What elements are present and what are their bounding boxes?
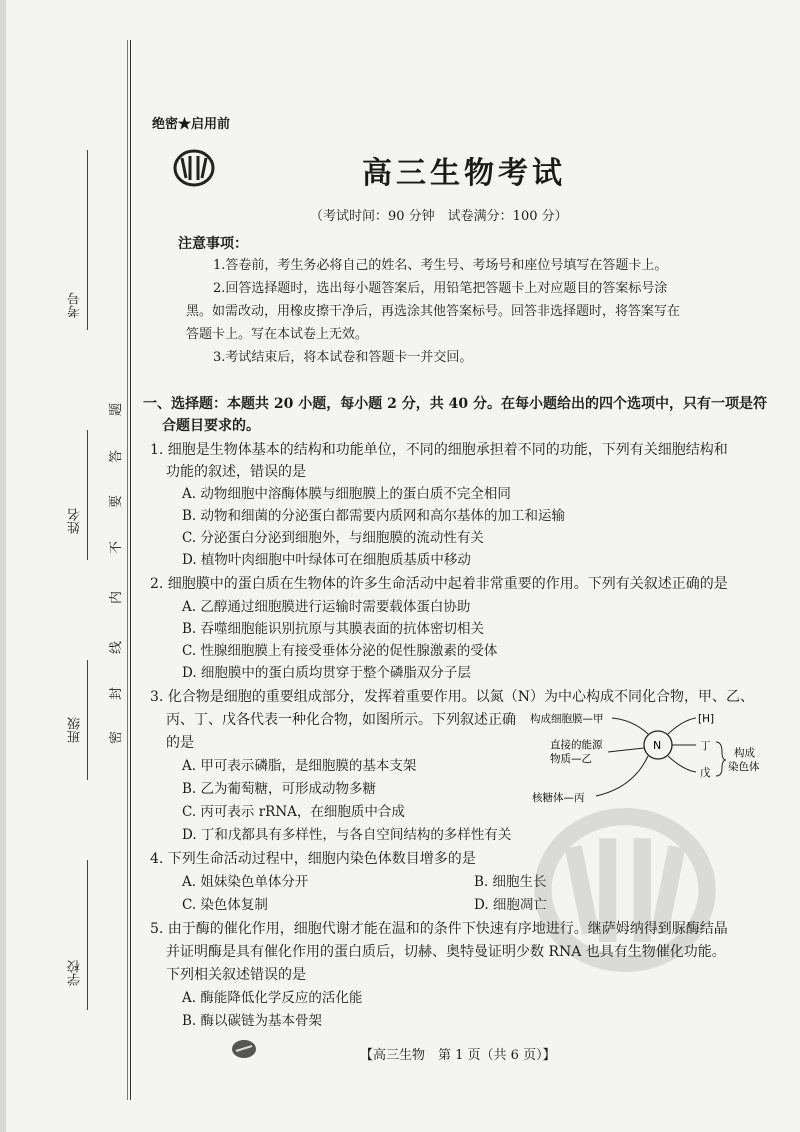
arrow-line	[668, 718, 696, 734]
option-c: C. 分泌蛋白分泌到细胞外，与细胞膜的流动性有关	[182, 530, 484, 546]
option-b: B. 酶以碳链为基本骨架	[182, 1013, 323, 1029]
diagram-label-bing: 核糖体—丙	[532, 792, 585, 804]
class-label: 班级	[68, 717, 83, 743]
exam-no-line	[87, 150, 88, 330]
option-a: A. 动物细胞中溶酶体膜与细胞膜上的蛋白质不完全相同	[182, 486, 511, 502]
question-stem: 4. 下列生命活动过程中，细胞内染色体数目增多的是	[150, 851, 476, 867]
arrow-line	[596, 756, 648, 796]
question-stem: 1. 细胞是生物体基本的结构和功能单位，不同的细胞承担着不同的功能，下列有关细胞结构和	[150, 442, 728, 458]
question-stem: 2. 细胞膜中的蛋白质在生物体的许多生命活动中起着非常重要的作用。下列有关叙述正确的是	[150, 576, 728, 592]
diagram-label-h: [H]	[698, 713, 715, 725]
secret-label: 绝密★启用前	[152, 117, 231, 132]
option-a: A. 甲可表示磷脂，是细胞膜的基本支架	[182, 758, 417, 774]
option-a: A. 酶能降低化学反应的活化能	[182, 990, 363, 1006]
school-line	[87, 860, 88, 1010]
question-stem: 3. 化合物是细胞的重要组成部分，发挥着重要作用。以氮（N）为中心构成不同化合物，甲、乙、	[150, 689, 755, 705]
name-line	[87, 430, 88, 560]
section-line: 一、选择题：本题共 20 小题，每小题 2 分，共 40 分。在每小题给出的四个选项中，只有一项是符	[143, 396, 767, 412]
exam-info: （考试时间：90 分钟 试卷满分：100 分）	[310, 209, 568, 224]
option-d: D. 细胞膜中的蛋白质均贯穿于整个磷脂双分子层	[182, 665, 471, 681]
diagram-label-yi-b: 物质—乙	[550, 753, 592, 765]
question-stem: 丙、丁、戊各代表一种化合物，如图所示。下列叙述正确	[166, 712, 516, 728]
notice-item: 答题卡上。写在本试卷上无效。	[186, 327, 369, 342]
seal-char: 内	[109, 590, 125, 605]
diagram-label-jia: 构成细胞膜—甲	[530, 713, 604, 725]
seal-char: 封	[109, 686, 125, 701]
notice-item: 3.考试结束后，将本试卷和答题卡一并交回。	[213, 350, 473, 365]
scan-edge	[0, 0, 6, 1132]
diagram-brace-label-a: 构成	[734, 747, 755, 759]
option-b: B. 动物和细菌的分泌蛋白都需要内质网和高尔基体的加工和运输	[182, 508, 566, 524]
question-stem: 并证明酶是具有催化作用的蛋白质后，切赫、奥特曼证明少数 RNA 也具有生物催化功能。	[166, 944, 726, 960]
notice-item: 2.回答选择题时，选出每小题答案后，用铅笔把答题卡上对应题目的答案标号涂	[213, 281, 668, 296]
seal-char: 密	[109, 730, 125, 745]
class-line	[87, 660, 88, 780]
section-heading	[143, 393, 783, 437]
seal-char: 不	[109, 540, 125, 555]
notice-item: 黑。如需改动，用橡皮擦干净后，再选涂其他答案标号。回答非选择题时，将答案写在	[186, 304, 681, 319]
seal-char: 线	[109, 640, 125, 655]
option-c: C. 性腺细胞膜上有接受垂体分泌的促性腺激素的受体	[182, 643, 498, 659]
binding-line	[130, 40, 131, 1100]
option-b: B. 乙为葡萄糖，可形成动物多糖	[182, 781, 377, 797]
option-d: D. 植物叶肉细胞中叶绿体可在细胞质基质中移动	[182, 552, 471, 568]
option-d: D. 丁和戊都具有多样性，与各自空间结构的多样性有关	[182, 827, 512, 843]
arrow-line	[612, 718, 648, 734]
exam-no-label: 考号	[68, 292, 83, 318]
diagram-label-wu: 戊	[700, 767, 711, 779]
diagram-brace-label-b: 染色体	[728, 761, 760, 773]
question-stem: 下列相关叙述错误的是	[166, 967, 306, 983]
seal-char: 答	[109, 449, 125, 464]
arrow-line	[608, 748, 644, 752]
arrow-line	[668, 756, 696, 772]
section-line: 合题目要求的。	[162, 418, 260, 434]
seal-char: 要	[109, 494, 125, 509]
seal-char: 题	[109, 402, 125, 417]
option-c: C. 染色体复制	[182, 897, 268, 913]
diagram-label-yi-a: 直接的能源	[550, 739, 603, 751]
nitrogen-compound-diagram	[528, 708, 778, 808]
binding-line-outer	[127, 40, 128, 1100]
option-b: B. 吞噬细胞能识别抗原与其膜表面的抗体密切相关	[182, 621, 485, 637]
page-footer: 【高三生物 第 1 页（共 6 页）】	[360, 1048, 556, 1063]
name-label: 姓名	[68, 508, 83, 534]
question-stem: 的是	[166, 735, 194, 751]
option-b: B. 细胞生长	[474, 874, 547, 890]
diagram-center-n: N	[653, 739, 662, 752]
notice-item: 1.答卷前，考生务必将自己的姓名、考生号、考场号和座位号填写在答题卡上。	[213, 258, 668, 273]
option-a: A. 姐妹染色单体分开	[182, 874, 309, 890]
brace	[716, 742, 726, 776]
option-d: D. 细胞凋亡	[474, 897, 547, 913]
question-stem: 5. 由于酶的催化作用，细胞代谢才能在温和的条件下快速有序地进行。继萨姆纳得到脲酶结晶	[150, 921, 728, 937]
option-c: C. 丙可表示 rRNA，在细胞质中合成	[182, 804, 405, 820]
footer-emblem-icon	[230, 1038, 258, 1060]
publisher-logo-icon	[172, 148, 216, 188]
question-stem: 功能的叙述，错误的是	[166, 464, 306, 480]
notice-heading: 注意事项：	[178, 236, 248, 252]
school-label: 学校	[68, 960, 83, 986]
page-title: 高三生物考试	[362, 156, 566, 191]
diagram-label-ding: 丁	[700, 740, 711, 752]
option-a: A. 乙醇通过细胞膜进行运输时需要载体蛋白协助	[182, 599, 471, 615]
